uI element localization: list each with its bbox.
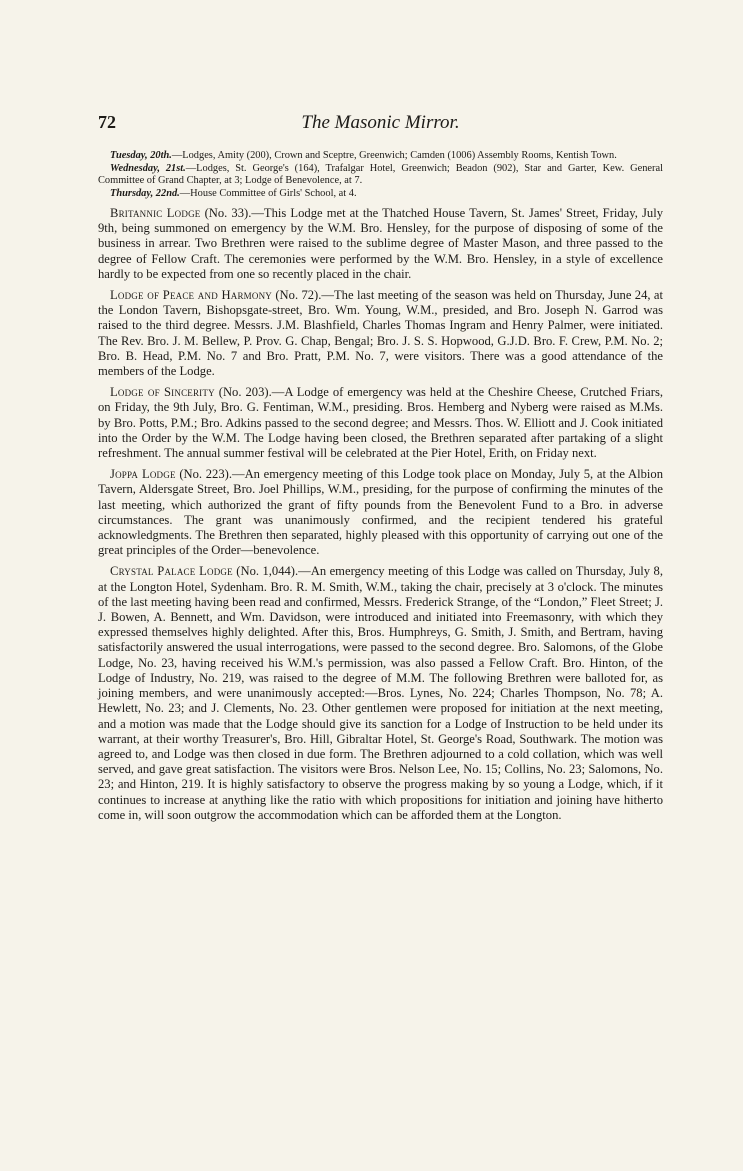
page-number: 72 bbox=[98, 112, 116, 132]
calendar-entry bbox=[98, 150, 663, 162]
lodge-report-britannic bbox=[98, 206, 663, 282]
lodge-report-joppa bbox=[98, 467, 663, 558]
lodge-name: Joppa Lodge bbox=[110, 467, 176, 482]
calendar-entry bbox=[98, 188, 663, 200]
calendar-notices bbox=[98, 150, 663, 200]
calendar-day: Thursday, 22nd. bbox=[110, 188, 180, 199]
lodge-report-peace-harmony bbox=[98, 288, 663, 379]
calendar-text: —Lodges, Amity (200), Crown and Sceptre, Greenwich; Camden (1006) Assembly Rooms, Kentish Town. bbox=[171, 150, 617, 161]
report-text: (No. 33).—This Lodge met at the Thatched House Tavern, St. James' Street, Friday, July 9th, being summoned on emergency by the W.M. Bro. Hensley, for the purpose of disposing of some of the business in arrear. Two Brethren were raised to the sublime degree of Master Mason, and three passed to the degree of Fellow Craft. The ceremonies were performed by the W.M. Bro. Hensley, in a style of excellence hardly to be expected from one so recently placed in the chair. bbox=[98, 206, 663, 281]
report-text: (No. 203).—A Lodge of emergency was held at the Cheshire Cheese, Crutched Friars, on Friday, the 9th July, Bro. G. Fentiman, W.M., presiding. Bros. Hemberg and Nyberg were raised as M.Ms. by Bro. Potts, P.M.; Bro. Adkins passed to the second degree; and Messrs. Thos. W. Elliott and J. Cook initiated into the Order by the W.M. The Lodge having been closed, the Brethren separated after partaking of a slight refreshment. The annual summer festival will be celebrated at the Pier Hotel, Erith, on Friday next. bbox=[98, 385, 663, 461]
page-header bbox=[98, 112, 663, 136]
calendar-day: Wednesday, 21st. bbox=[110, 163, 186, 174]
lodge-name: Lodge of Sincerity bbox=[110, 385, 215, 400]
report-text: (No. 1,044).—An emergency meeting of this Lodge was called on Thursday, July 8, at the Longton Hotel, Sydenham. Bro. R. M. Smith, W.M., taking the chair, precisely at 3 o'clock. The minutes of the last meeting having been read and confirmed, Messrs. Frederick Strange, of the “London,” Fleet Street; J. J. Bowen, A. Bennett, and Wm. Davidson, were introduced and initiated into Freemasonry, with which they expressed themselves highly delighted. After this, Bros. Humphreys, G. Smith, J. Smith, and Bertram, having satisfactorily answered the usual interrogations, were passed to the second degree. Bro. Salomons, of the Globe Lodge, No. 23, having received his W.M.'s permission, was also passed a Fellow Craft. Bro. Hinton, of the Lodge of Industry, No. 219, was raised to the degree of M.M. The following Brethren were balloted for, as joining members, and were unanimously accepted:—Bros. Lynes, No. 224; Charles Thompson, No. 78; A. Hewlett, No. 23; and J. Clements, No. 23. Other gentlemen were proposed for initiation at the next meeting, and a motion was made that the Lodge should give its sanction for a Lodge of Instruction to be held under its warrant, at their worthy Treasurer's, Bro. Hill, Gibraltar Hotel, St. George's Road, Southwark. The motion was agreed to, and Lodge was then closed in due form. The Brethren adjourned to a cold collation, which was well served, and gave great satisfaction. The visitors were Bros. Nelson Lee, No. 15; Collins, No. 23; Salomons, No. 23; and Hinton, 219. It is highly satisfactory to observe the progress making by so young a Lodge, which, if it continues to increase at anything like the ratio with which propositions for initiation and joining have hitherto come in, will soon outgrow the accommodation which can be afforded them at the Longton. bbox=[98, 564, 664, 822]
lodge-report-crystal-palace bbox=[98, 564, 663, 822]
calendar-day: Tuesday, 20th. bbox=[110, 150, 172, 161]
running-title: The Masonic Mirror. bbox=[301, 112, 460, 133]
lodge-report-sincerity bbox=[98, 385, 663, 461]
report-text: (No. 223).—An emergency meeting of this Lodge took place on Monday, July 5, at the Albion Tavern, Aldersgate Street, Bro. Joel Phillips, W.M., presiding, for the purpose of confirming the minutes of the last meeting, which authorized the grant of fifty pounds from the Benevolent Fund to a Bro. in adverse circumstances. The grant was unanimously confirmed, and the recipient tendered his grateful acknowledgments. The Brethren then separated, highly pleased with this opportunity of carrying out one of the great principles of the Order—benevolence. bbox=[98, 467, 663, 558]
lodge-name: Britannic Lodge bbox=[110, 206, 201, 220]
report-text: (No. 72).—The last meeting of the season was held on Thursday, June 24, at the London Tavern, Bishopsgate-street, Bro. Wm. Young, W.M., presided, and Bro. Joseph N. Garrod was raised to the third degree. Messrs. J.M. Blashfield, Charles Thomas Ingram and Henry Palmer, were initiated. The Rev. Bro. J. M. Bellew, P. Prov. G. Chap, Bengal; Bro. J. S. S. Hopwood, G.J.D. Bro. F. Crew, P.M. No. 2; Bro. B. Head, P.M. No. 7 and Bro. Pratt, P.M. No. 7, were visitors. There was a good attendance of the members of the Lodge. bbox=[98, 288, 663, 379]
calendar-entry bbox=[98, 163, 663, 187]
lodge-name: Crystal Palace Lodge bbox=[110, 564, 233, 579]
calendar-text: —Lodges, St. George's (164), Trafalgar Hotel, Greenwich; Beadon (902), Star and Garter, Kew. General Committee of Grand Chapter, at 3; Lodge of Benevolence, at 7. bbox=[98, 163, 663, 186]
lodge-name: Lodge of Peace and Harmony bbox=[110, 288, 272, 303]
calendar-text: —House Committee of Girls' School, at 4. bbox=[179, 188, 357, 199]
lodge-reports bbox=[98, 206, 663, 823]
